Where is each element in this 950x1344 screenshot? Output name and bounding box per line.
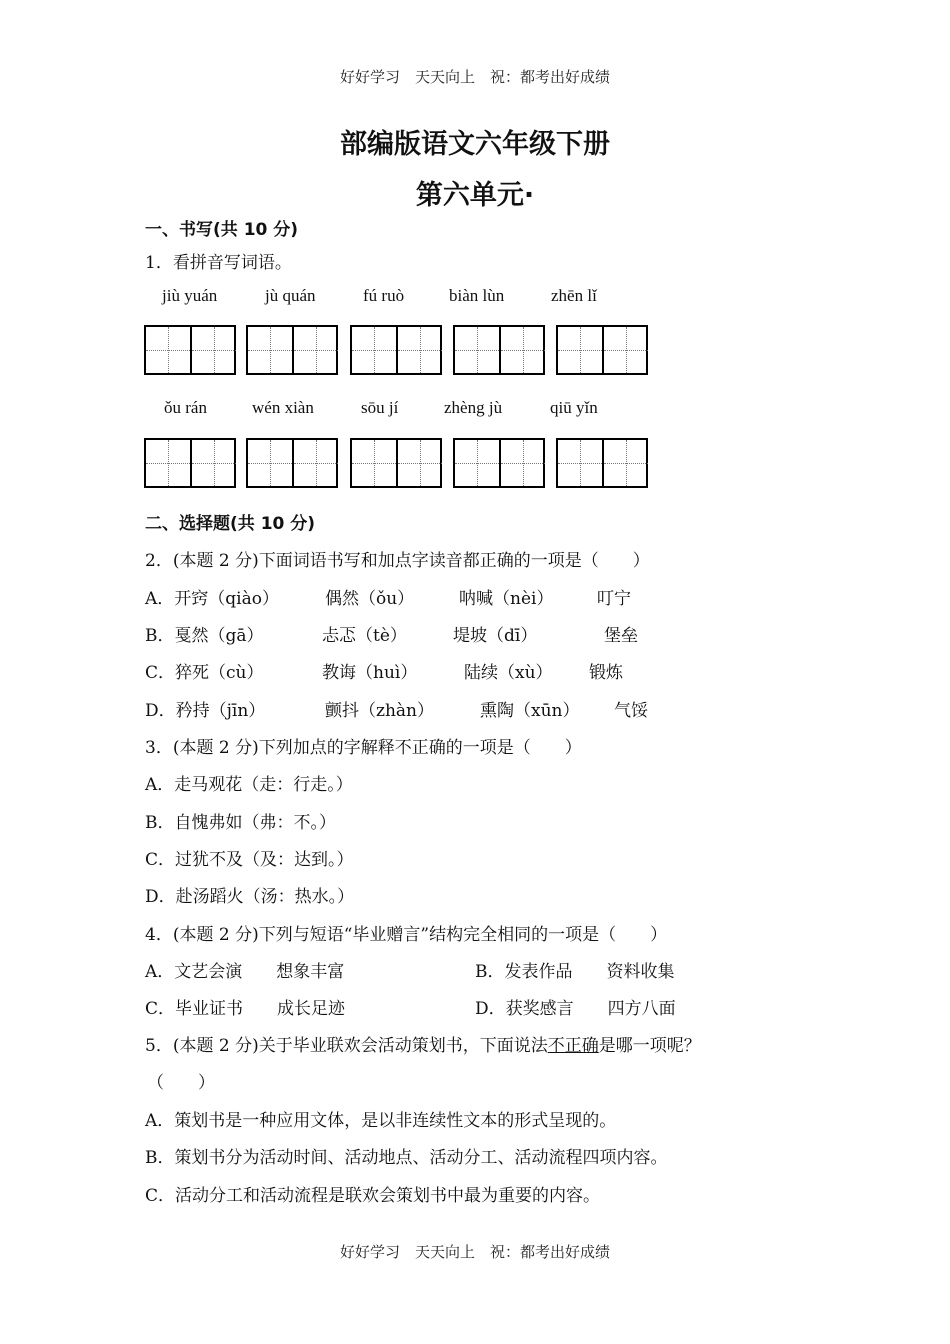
option-2a-1: A．开窍（qiào） (145, 589, 279, 609)
option-2d-1: D．矜持（jīn） (145, 701, 266, 721)
pinyin-label: jiù yuán (162, 286, 218, 305)
option-2a-4: 叮宁 (597, 589, 631, 609)
option-4b: B．发表作品 资料收集 (475, 962, 675, 982)
page-subtitle: 第六单元· (415, 180, 535, 211)
writing-grid-box[interactable] (556, 438, 648, 488)
pinyin-label: fú ruò (363, 286, 405, 305)
option-5b: B．策划书分为活动时间、活动地点、活动分工、活动流程四项内容。 (145, 1148, 668, 1168)
pinyin-label: qiū yǐn (550, 398, 598, 417)
option-3d: D．赴汤蹈火（汤：热水。） (145, 887, 355, 907)
option-5c: C．活动分工和活动流程是联欢会策划书中最为重要的内容。 (145, 1186, 601, 1206)
writing-grid-box[interactable] (246, 325, 338, 375)
page-title: 部编版语文六年级下册 (340, 129, 610, 160)
writing-grid-box[interactable] (453, 325, 545, 375)
writing-grid-box[interactable] (144, 325, 236, 375)
pinyin-label: wén xiàn (252, 398, 314, 417)
writing-grid-box[interactable] (556, 325, 648, 375)
question-4-stem: 4．(本题 2 分)下列与短语“毕业赠言”结构完全相同的一项是（ ） (145, 925, 668, 945)
question-5-stem-post: 是哪一项呢？ (598, 1036, 701, 1056)
option-4d: D．获奖感言 四方八面 (475, 999, 676, 1019)
question-2-stem: 2．(本题 2 分)下面词语书写和加点字读音都正确的一项是（ ） (145, 551, 650, 571)
question-3-stem: 3．(本题 2 分)下列加点的字解释不正确的一项是（ ） (145, 738, 582, 758)
pinyin-label: ǒu rán (164, 398, 207, 417)
option-3a: A．走马观花（走：行走。） (145, 775, 353, 795)
writing-grid-box[interactable] (350, 438, 442, 488)
pinyin-label: biàn lùn (449, 286, 505, 305)
option-2b-3: 堤坡（dī） (453, 626, 538, 646)
option-2a-3: 呐喊（nèi） (459, 589, 554, 609)
section-heading-writing: 一、书写(共 10 分) (145, 220, 299, 240)
option-5a: A．策划书是一种应用文体，是以非连续性文本的形式呈现的。 (145, 1111, 617, 1131)
option-2c-3: 陆续（xù） (464, 663, 553, 683)
option-2c-2: 教诲（huì） (322, 663, 418, 683)
section-heading-choice: 二、选择题(共 10 分) (145, 514, 316, 534)
option-2c-4: 锻炼 (589, 663, 623, 683)
page-header: 好好学习 天天向上 祝：都考出好成绩 (339, 68, 610, 86)
option-2b-4: 堡垒 (604, 626, 638, 646)
option-2b-1: B．戛然（gā） (145, 626, 264, 646)
pinyin-label: jù quán (265, 286, 316, 305)
option-3b: B．自愧弗如（弗：不。） (145, 813, 336, 833)
writing-grid-box[interactable] (246, 438, 338, 488)
pinyin-label: sōu jí (361, 398, 399, 417)
question-1-stem: 1．看拼音写词语。 (145, 253, 292, 273)
question-5-stem-pre: 5．(本题 2 分)关于毕业联欢会活动策划书，下面说法 (145, 1036, 548, 1056)
writing-grid-box[interactable] (144, 438, 236, 488)
option-3c: C．过犹不及（及：达到。） (145, 850, 354, 870)
option-4c: C．毕业证书 成长足迹 (145, 999, 346, 1019)
pinyin-label: zhèng jù (444, 398, 503, 417)
option-2a-2: 偶然（ǒu） (325, 589, 415, 609)
question-5-stem (145, 1031, 701, 1056)
page-footer: 好好学习 天天向上 祝：都考出好成绩 (339, 1243, 610, 1261)
writing-grid-box[interactable] (350, 325, 442, 375)
answer-parentheses: （ ） (147, 1073, 215, 1093)
option-2b-2: 忐忑（tè） (322, 626, 407, 646)
pinyin-label: zhēn lǐ (551, 286, 597, 305)
option-2c-1: C．猝死（cù） (145, 663, 264, 683)
question-5-stem-underlined: 不正确 (547, 1036, 599, 1056)
option-2d-2: 颤抖（zhàn） (325, 701, 434, 721)
option-2d-4: 气馁 (614, 701, 648, 721)
writing-grid-box[interactable] (453, 438, 545, 488)
option-4a: A．文艺会演 想象丰富 (145, 962, 345, 982)
option-2d-3: 熏陶（xūn） (480, 701, 580, 721)
